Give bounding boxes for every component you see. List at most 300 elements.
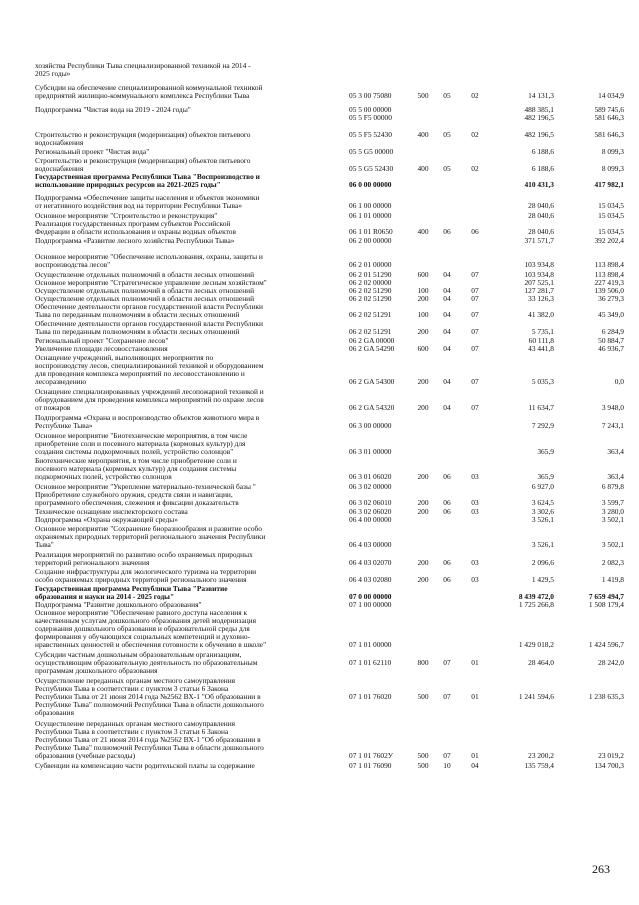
row-code: 06 4 00 00000 (349, 515, 392, 524)
row-name-line: Обеспечение деятельности органов государственной власти Республики (35, 319, 263, 328)
row-code: 07 1 01 7602У (349, 750, 394, 760)
row-subsection: 07 (471, 294, 479, 303)
row-sum-2024: 2 096,6 (531, 557, 554, 567)
table-row (0, 320, 639, 336)
row-sum-2025: 363,4 (607, 471, 624, 481)
row-name-line: Республики Тыва в соответствии с пунктом 3 статьи 6 Закона (35, 683, 229, 693)
row-section: 04 (443, 376, 451, 386)
row-sum-2024: 488 385,1 (524, 105, 554, 114)
row-name-line: Основное мероприятие "Сохранение биоразнообразия и развитие особо (35, 524, 262, 533)
row-name-line: Техническое оснащение инспекторского состава (35, 507, 188, 516)
row-name-line: Биотехнические мероприятия, в том числе приобретение соли и (35, 456, 237, 465)
row-name-line: Федерации в области использования и охраны водных объектов (35, 226, 236, 236)
row-name-line: содержания дошкольного образования и образовательной среды для (35, 623, 250, 633)
row-name (35, 84, 353, 100)
row-name (35, 677, 353, 717)
row-name (35, 131, 353, 147)
row-name-line: образования (35, 707, 74, 717)
row-name-line: Региональный проект "Чистая вода" (35, 147, 150, 156)
row-name-line: Подпрограмма «Развитие лесного хозяйства Республики Тыва» (35, 236, 235, 245)
table-row (0, 131, 639, 147)
table-row (0, 432, 639, 456)
row-code: 06 2 GA 54300 (349, 376, 395, 386)
row-name-line: территорий регионального значения (35, 557, 150, 567)
row-expense-type: 600 (417, 344, 429, 353)
row-sum-2024: 127 281,7 (524, 286, 554, 295)
row-subsection: 04 (471, 761, 479, 770)
row-subsection: 02 (471, 130, 479, 139)
row-name-line: Основное мероприятие "Укрепление материально-технической базы " (35, 482, 256, 491)
row-section: 04 (443, 286, 451, 295)
row-sum-2024: 5 035,3 (531, 376, 554, 386)
row-name-line: Республики Тыва от 21 июня 2014 года №2562 ВХ-1 "Об образовании в (35, 734, 261, 744)
table-row (0, 303, 639, 319)
row-expense-type: 200 (417, 376, 429, 386)
table-row (0, 388, 639, 412)
row-name (35, 173, 353, 189)
table-row (0, 677, 639, 717)
row-subsection: 01 (471, 750, 479, 760)
row-name-line: Тыва" (35, 539, 54, 549)
row-subsection: 03 (471, 507, 479, 516)
row-code: 06 3 01 00000 (349, 446, 392, 456)
row-name (35, 491, 353, 507)
row-sum-2024: 28 040,6 (528, 211, 554, 220)
row-section: 06 (443, 471, 451, 481)
row-name-line: Подпрограмма «Охрана окружающей среды» (35, 515, 178, 524)
row-section: 06 (443, 507, 451, 516)
row-code: 07 1 01 76020 (349, 691, 392, 701)
row-expense-type: 200 (417, 497, 429, 507)
row-code: 06 2 GA 00000 (349, 336, 395, 345)
row-name-line: Подпрограмма «Обеспечение защиты населения и объектов экономики (35, 193, 260, 202)
row-sum-2024: 6 188,6 (531, 147, 554, 156)
row-name-line: программам дошкольного образования (35, 665, 158, 675)
row-name-line: водоснабжения (35, 163, 84, 173)
row-name (35, 457, 353, 481)
row-sum-2025: 1 419,8 (601, 574, 624, 584)
table-row (0, 237, 639, 245)
row-sum-2025: 28 242,0 (598, 657, 624, 667)
row-sum-2024: 3 302,6 (531, 507, 554, 516)
row-name-line: Подпрограмма "Развитие дошкольного образования" (35, 600, 202, 609)
row-sum-2025: 14 034,9 (598, 90, 624, 100)
row-code: 06 2 02 51290 (349, 294, 392, 303)
row-expense-type: 200 (417, 471, 429, 481)
row-name-line: охраняемых природных территорий регионального значения Республики (35, 531, 266, 541)
row-name-line: Осуществление отдельных полномочий в области лесных отношений (35, 294, 255, 303)
row-name-line: Осуществление переданных органам местного самоуправления (35, 719, 236, 728)
row-sum-2024: 28 040,6 (528, 200, 554, 210)
row-name (35, 157, 353, 173)
row-name-line: Республики Тыва от 21 июня 2014 года №2562 ВХ-1 "Об образовании в (35, 691, 261, 701)
row-name-line: Региональный проект "Сохранение лесов" (35, 336, 169, 345)
row-section: 07 (443, 750, 451, 760)
row-name (35, 148, 353, 156)
table-row (0, 491, 639, 507)
row-sum-2025: 23 019,2 (598, 750, 624, 760)
row-subsection: 07 (471, 270, 479, 279)
row-name-line: лесоразведению (35, 376, 87, 386)
row-section: 07 (443, 691, 451, 701)
row-name-line: особо охраняемых природных территорий регионального значения (35, 574, 247, 584)
row-name-line: Строительство и реконструкция (модернизация) объектов питьевого (35, 130, 251, 139)
row-sum-2024: 410 431,3 (524, 179, 554, 189)
table-row (0, 585, 639, 601)
row-name (35, 320, 353, 336)
row-name-line: подкормочных полей, устройство солонцов (35, 471, 172, 481)
table-row (0, 157, 639, 173)
table-row (0, 62, 639, 78)
table-row (0, 609, 639, 649)
row-section: 07 (443, 657, 451, 667)
row-subsection: 07 (471, 402, 479, 412)
row-sum-2024: 28 464,0 (528, 657, 554, 667)
page-number: 263 (592, 862, 610, 876)
row-code: 06 3 01 06020 (349, 471, 392, 481)
row-subsection: 01 (471, 691, 479, 701)
row-sum-2024: 135 759,4 (524, 761, 554, 770)
row-name-line: Осуществление переданных органам местного самоуправления (35, 676, 236, 685)
row-sum-2025: 3 280,0 (601, 507, 624, 516)
row-sum-2025: 1 238 635,3 (588, 691, 624, 701)
row-name-line: Республике Тыва» (35, 420, 93, 430)
row-name-line: Оснащение специализированных учреждений лесопожарной техникой и (35, 387, 264, 396)
row-sum-2024: 103 934,8 (524, 270, 554, 279)
row-code: 06 2 02 51291 (349, 326, 392, 336)
row-name (35, 525, 353, 549)
row-name-line: Строительство и реконструкция (модернизация) объектов питьевого (35, 156, 251, 165)
row-code: 06 0 00 00000 (349, 179, 392, 189)
row-section: 06 (443, 557, 451, 567)
row-code: 06 4 03 02070 (349, 557, 392, 567)
row-code: 06 3 02 00000 (349, 482, 392, 491)
row-name-line: Государственная программа Республики Тыва "Воспроизводство и (35, 172, 260, 181)
row-name-line: Республики Тыва в соответствии с пунктом 3 статьи 6 Закона (35, 726, 229, 736)
row-code: 06 2 01 00000 (349, 259, 392, 269)
row-sum-2024: 1 725 266,8 (518, 600, 554, 609)
row-sum-2025: 134 700,3 (594, 761, 624, 770)
row-code: 07 1 00 00000 (349, 600, 392, 609)
row-name-line: 2025 годы» (35, 68, 71, 78)
row-name-line: Основное мероприятие "Биотехнические мероприятия, в том числе (35, 431, 248, 440)
row-sum-2025: 6 284,9 (601, 326, 624, 336)
row-expense-type: 600 (417, 270, 429, 279)
row-sum-2025: 7 659 494,7 (588, 591, 624, 601)
row-sum-2024: 6 188,6 (531, 163, 554, 173)
row-sum-2025: 36 279,3 (598, 294, 624, 303)
row-sum-2024: 1 429,5 (531, 574, 554, 584)
row-expense-type: 500 (417, 90, 429, 100)
row-sum-2024: 365,9 (537, 471, 554, 481)
table-row (0, 114, 639, 122)
row-code: 05 5 F5 00000 (349, 113, 392, 122)
row-sum-2025: 1 508 179,4 (588, 600, 624, 609)
row-name (35, 609, 353, 649)
row-sum-2024: 43 441,8 (528, 344, 554, 353)
row-sum-2024: 5 735,1 (531, 326, 554, 336)
row-name-line: хозяйства Республики Тыва специализированной техникой на 2014 - (35, 61, 251, 70)
row-section: 04 (443, 309, 451, 319)
row-name (35, 568, 353, 584)
row-sum-2024: 14 131,3 (528, 90, 554, 100)
row-code: 06 4 03 00000 (349, 539, 392, 549)
row-code: 06 2 02 51290 (349, 286, 392, 295)
table-row (0, 354, 639, 386)
row-section: 04 (443, 270, 451, 279)
row-sum-2025: 1 424 596,7 (588, 639, 624, 649)
row-name-line: программного обеспечения, слежения и фиксации доказательств (35, 497, 239, 507)
row-code: 05 5 G5 52430 (349, 163, 394, 173)
row-name (35, 388, 353, 412)
row-sum-2024: 8 439 472,0 (518, 591, 554, 601)
row-code: 06 4 03 02080 (349, 574, 392, 584)
row-sum-2024: 23 200,2 (528, 750, 554, 760)
row-name-line: формирования у обучающихся социальных компетенций и духовно- (35, 631, 251, 641)
row-sum-2025: 15 034,5 (598, 200, 624, 210)
row-sum-2025: 3 599,7 (601, 497, 624, 507)
row-name-line: Оснащение учреждений, выполняющих мероприятия по (35, 353, 214, 362)
row-sum-2024: 3 526,1 (531, 515, 554, 524)
row-expense-type: 100 (417, 309, 429, 319)
row-code: 06 1 01 00000 (349, 211, 392, 220)
row-name-line: водоснабжения (35, 137, 84, 147)
row-sum-2024: 7 292,9 (531, 420, 554, 430)
row-name-line: Субсидии частным дошкольным образовательным организациям, (35, 650, 242, 659)
row-section: 04 (443, 326, 451, 336)
row-subsection: 03 (471, 574, 479, 584)
row-name-line: Создание инфраструктуры для экологического туризма на территории (35, 567, 257, 576)
row-code: 06 1 01 R0650 (349, 226, 393, 236)
row-name-line: образования и науки на 2014 - 2025 годы" (35, 591, 175, 601)
row-sum-2025: 6 879,8 (601, 482, 624, 491)
row-sum-2024: 60 111,8 (528, 336, 554, 345)
row-name-line: Подпрограмма «Охрана и воспроизводство объектов животного мира в (35, 413, 260, 422)
row-name-line: Государственная программа Республики Тыва "Развитие (35, 584, 228, 593)
row-section: 05 (443, 90, 451, 100)
row-code: 06 3 02 06020 (349, 507, 392, 516)
row-name (35, 516, 353, 524)
row-name-line: для проведения комплекса мероприятий по лесовосстановлению и (35, 368, 245, 378)
row-sum-2025: 581 646,3 (594, 113, 624, 122)
row-sum-2025: 3 948,0 (601, 402, 624, 412)
row-code: 06 1 00 00000 (349, 200, 392, 210)
row-name (35, 194, 353, 210)
row-expense-type: 200 (417, 326, 429, 336)
row-section: 06 (443, 226, 451, 236)
row-name-line: предприятий жилищно-коммунального комплекса Республики Тыва (35, 90, 250, 100)
row-sum-2024: 6 927,0 (531, 482, 554, 491)
row-name-line: качественным услугам дошкольного образования детей модернизация (35, 615, 257, 625)
row-name-line: Приобретение служебного оружия, средств связи и навигации, (35, 490, 233, 499)
row-section: 06 (443, 574, 451, 584)
row-expense-type: 200 (417, 557, 429, 567)
row-name-line: Тыва по переданным полномочиям в области лесных отношений (35, 326, 240, 336)
row-name-line: воспроизводству лесов, специализированной техникой и оборудованием (35, 360, 264, 370)
table-row (0, 720, 639, 760)
row-expense-type: 800 (417, 657, 429, 667)
row-section: 10 (443, 761, 451, 770)
row-section: 04 (443, 402, 451, 412)
row-code: 06 2 00 00000 (349, 236, 392, 245)
row-sum-2025: 227 419,3 (594, 278, 624, 287)
row-sum-2024: 11 634,7 (528, 402, 554, 412)
row-sum-2025: 7 243,1 (601, 420, 624, 430)
row-code: 06 3 00 00000 (349, 420, 392, 430)
row-expense-type: 100 (417, 286, 429, 295)
table-row (0, 253, 639, 269)
row-name (35, 62, 353, 78)
row-code: 05 5 00 00000 (349, 105, 392, 114)
row-sum-2024: 482 196,5 (524, 130, 554, 139)
row-name-line: Субсидии на обеспечение специализированной коммунальной техникой (35, 83, 263, 92)
row-sum-2025: 581 646,3 (594, 130, 624, 139)
row-name-line: приобретение соли и посевного материала (кормовых культур) для (35, 438, 246, 448)
row-sum-2025: 8 099,3 (601, 147, 624, 156)
row-name-line: от пожаров (35, 402, 71, 412)
row-name (35, 762, 353, 770)
row-name-line: посевного материала (кормовых культур) для создания системы (35, 463, 237, 473)
row-name-line: Тыва по переданным полномочиям в области лесных отношений (35, 309, 240, 319)
row-sum-2025: 15 034,5 (598, 211, 624, 220)
row-sum-2024: 41 382,0 (528, 309, 554, 319)
row-name-line: образования (учебные расходы) (35, 750, 136, 760)
row-sum-2024: 28 040,6 (528, 226, 554, 236)
row-expense-type: 500 (417, 761, 429, 770)
row-name-line: Основное мероприятие "Стратегическое управление лесным хозяйством" (35, 278, 267, 287)
row-name-line: использование природных ресурсов на 2021-2025 годы" (35, 179, 221, 189)
row-section: 04 (443, 344, 451, 353)
row-name-line: Увеличение площади лесовосстановления (35, 344, 168, 353)
row-name-line: Реализация мероприятий по развитию особо охраняемых природных (35, 550, 253, 559)
row-expense-type: 200 (417, 507, 429, 516)
row-code: 06 2 01 51290 (349, 270, 392, 279)
row-code: 07 1 01 00000 (349, 639, 392, 649)
table-row (0, 525, 639, 549)
row-name-line: Реализация государственных программ субъектов Российской (35, 219, 231, 228)
row-sum-2024: 1 429 018,2 (518, 639, 554, 649)
table-row (0, 194, 639, 210)
row-expense-type: 200 (417, 574, 429, 584)
row-subsection: 07 (471, 344, 479, 353)
table-row (0, 651, 639, 675)
table-row (0, 551, 639, 567)
row-sum-2025: 363,4 (607, 446, 624, 456)
table-row (0, 84, 639, 100)
row-sum-2025: 417 982,1 (594, 179, 624, 189)
row-name (35, 720, 353, 760)
row-expense-type: 400 (417, 163, 429, 173)
row-name (35, 220, 353, 236)
row-sum-2025: 589 745,6 (594, 105, 624, 114)
row-expense-type: 200 (417, 402, 429, 412)
row-sum-2024: 207 525,1 (524, 278, 554, 287)
row-name-line: воспроизводства лесов" (35, 259, 111, 269)
row-sum-2025: 3 502,1 (601, 539, 624, 549)
row-code: 07 1 01 76090 (349, 761, 392, 770)
row-subsection: 03 (471, 471, 479, 481)
row-subsection: 07 (471, 376, 479, 386)
row-expense-type: 400 (417, 130, 429, 139)
row-subsection: 01 (471, 657, 479, 667)
row-code: 05 5 F5 52430 (349, 130, 392, 139)
row-name-line: Основное мероприятие "Строительство и реконструкция" (35, 211, 218, 220)
table-row (0, 220, 639, 236)
row-sum-2025: 0,0 (614, 376, 624, 386)
row-subsection: 07 (471, 286, 479, 295)
row-name (35, 303, 353, 319)
row-name (35, 551, 353, 567)
row-subsection: 07 (471, 309, 479, 319)
row-name-line: Республике Тыва" полномочий Республики Тыва в области дошкольного (35, 742, 264, 752)
row-code: 05 5 G5 00000 (349, 147, 394, 156)
row-name-line: Осуществление отдельных полномочий в области лесных отношений (35, 286, 255, 295)
row-sum-2024: 3 624,5 (531, 497, 554, 507)
row-name-line: Основное мероприятие "Обеспечение использования, охраны, защиты и (35, 252, 263, 261)
row-sum-2024: 103 934,8 (524, 259, 554, 269)
row-name (35, 432, 353, 456)
row-name-line: Республике Тыва" полномочий Республики Тыва в области дошкольного (35, 699, 264, 709)
row-section: 06 (443, 497, 451, 507)
table-row (0, 173, 639, 189)
row-section: 04 (443, 294, 451, 303)
row-sum-2025: 3 502,1 (601, 515, 624, 524)
row-subsection: 02 (471, 163, 479, 173)
row-code: 06 2 02 00000 (349, 278, 392, 287)
row-expense-type: 500 (417, 750, 429, 760)
table-row (0, 568, 639, 584)
row-sum-2025: 15 034,5 (598, 226, 624, 236)
table-row (0, 345, 639, 353)
row-sum-2025: 139 506,0 (594, 286, 624, 295)
row-sum-2024: 1 241 594,6 (518, 691, 554, 701)
row-name (35, 345, 353, 353)
row-sum-2025: 8 099,3 (601, 163, 624, 173)
row-name-line: нравственных ценностей и обеспечения готовности к обучению в школе" (35, 639, 267, 649)
row-sum-2024: 371 571,7 (524, 236, 554, 245)
row-code: 06 3 02 06010 (349, 497, 392, 507)
row-sum-2024: 3 526,1 (531, 539, 554, 549)
row-sum-2025: 113 898,4 (594, 270, 624, 279)
table-row (0, 516, 639, 524)
row-sum-2025: 45 349,0 (598, 309, 624, 319)
row-name-line: Подпрограмма "Чистая вода на 2019 - 2024 годы" (35, 105, 191, 114)
row-sum-2025: 392 202,4 (594, 236, 624, 245)
table-row (0, 148, 639, 156)
row-name-line: Осуществление отдельных полномочий в области лесных отношений (35, 270, 255, 279)
row-section: 05 (443, 163, 451, 173)
row-name (35, 237, 353, 245)
row-code: 06 2 02 51291 (349, 309, 392, 319)
row-code: 07 1 01 62110 (349, 657, 392, 667)
row-expense-type: 200 (417, 294, 429, 303)
row-sum-2025: 46 936,7 (598, 344, 624, 353)
row-name (35, 106, 353, 114)
row-sum-2024: 33 126,3 (528, 294, 554, 303)
row-subsection: 06 (471, 226, 479, 236)
row-name (35, 354, 353, 386)
row-sum-2024: 482 196,5 (524, 113, 554, 122)
row-subsection: 02 (471, 90, 479, 100)
table-row (0, 414, 639, 430)
row-name-line: Субвенции на компенсацию части родительской платы за содержание (35, 761, 255, 770)
row-name-line: Основное мероприятие "Обеспечение равного доступа населения к (35, 608, 248, 617)
row-sum-2025: 50 884,7 (598, 336, 624, 345)
row-code: 07 0 00 00000 (349, 591, 392, 601)
table-row (0, 762, 639, 770)
table-row (0, 457, 639, 481)
row-subsection: 03 (471, 557, 479, 567)
